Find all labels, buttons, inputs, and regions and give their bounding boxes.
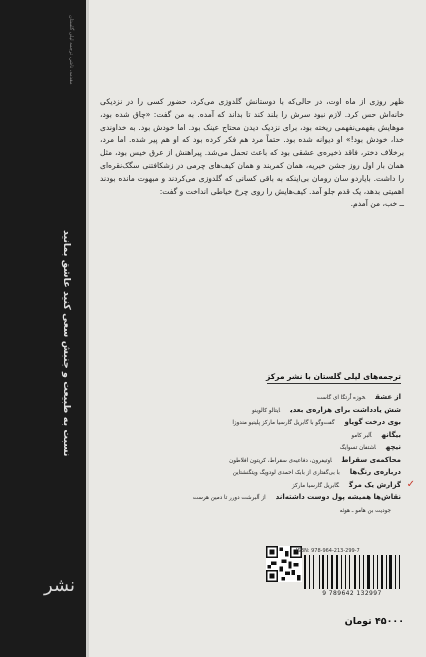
barcode-bar	[334, 555, 335, 589]
barcode-bar	[354, 555, 356, 589]
book-spine	[0, 0, 86, 657]
barcode-bar	[307, 555, 308, 589]
barcode	[304, 555, 404, 589]
barcode-bar	[373, 555, 374, 589]
price-label: ۴۵۰۰۰ تومان	[344, 616, 404, 627]
barcode-bar	[349, 555, 350, 589]
book-title: نیچه	[385, 443, 401, 451]
list-item	[96, 391, 401, 404]
barcode-bar	[320, 555, 321, 589]
barcode-bar	[389, 555, 392, 589]
list-title-text: ترجمه‌های لیلی گلستان با نشر مرکز	[265, 372, 401, 381]
barcode-bar	[387, 555, 388, 589]
barcode-bar	[325, 555, 326, 589]
barcode-bar	[393, 555, 394, 589]
barcode-bar	[327, 555, 328, 589]
book-author: اشتفان تسوایگ	[339, 445, 376, 451]
book-title: گزارش یک مرگ	[349, 480, 401, 489]
barcode-bar	[331, 555, 334, 589]
barcode-bar	[377, 555, 378, 589]
barcode-bar	[386, 555, 387, 589]
list-item	[96, 504, 401, 517]
barcode-bar	[367, 555, 370, 589]
spine-title: نسبت به طبیعت و جنبش سعی کنید عاشق بمانید	[61, 230, 72, 457]
barcode-bar	[384, 555, 385, 589]
book-author: با بی‌گفتاری از بابک احمدی لودویگ ویتگنشتاین	[232, 470, 340, 476]
isbn-text: ISBN: 978-964-213-299-7	[296, 548, 360, 554]
book-title: بیگانه	[381, 430, 401, 439]
barcode-bar	[313, 555, 314, 589]
barcode-bar	[399, 555, 400, 589]
book-author: گابریل گارسیا مارکز	[291, 482, 340, 489]
list-item	[96, 491, 401, 504]
barcode-bar	[345, 555, 346, 589]
translations-list-title	[96, 372, 401, 384]
book-author: اوتیفرون، دفاعیه‌ی سقراط، کریتون افلاطون	[229, 457, 332, 464]
barcode-bar	[371, 555, 372, 589]
list-item	[96, 478, 415, 492]
list-item	[96, 404, 401, 417]
list-item	[96, 441, 401, 454]
publisher-logo: نشر	[44, 575, 75, 596]
book-title: بوی درخت گویاو	[344, 418, 401, 426]
barcode-bar	[309, 555, 310, 589]
check-mark-icon: ✓	[406, 478, 415, 490]
barcode-number: 9 789642 132997	[322, 590, 382, 597]
cover-edge	[86, 0, 89, 657]
barcode-bar	[339, 555, 340, 589]
barcode-bar	[401, 555, 403, 589]
barcode-bar	[342, 555, 344, 589]
barcode-bar	[365, 555, 366, 589]
barcode-bar	[381, 555, 383, 589]
barcode-bar	[379, 555, 380, 589]
barcode-bar	[341, 555, 342, 589]
barcode-bar	[375, 555, 377, 589]
barcode-bar	[315, 555, 318, 589]
list-item	[96, 416, 401, 429]
barcode-bar	[319, 555, 320, 589]
barcode-bar	[363, 555, 365, 589]
book-title: شش یادداشت برای هزاره‌ی بعدی	[290, 405, 401, 414]
book-title: درباره‌ی رنگ‌ها	[349, 468, 401, 476]
list-item	[96, 429, 401, 442]
barcode-bar	[336, 555, 338, 589]
book-author: آلبر کامو	[351, 432, 372, 439]
title-underline	[267, 383, 401, 384]
list-item	[96, 466, 401, 479]
barcode-bar	[304, 555, 306, 589]
barcode-bar	[397, 555, 398, 589]
list-item	[96, 454, 401, 467]
book-title: از عشق	[375, 393, 401, 401]
book-author: از آلبرشت دورر تا دمین هرست	[192, 495, 266, 501]
book-author: گفت‌وگو با گابریل گارسیا مارکز پلینیو مندوزا	[232, 420, 335, 426]
book-author: خوزه اُرتگا ای گاست	[316, 395, 366, 401]
barcode-bar	[322, 555, 324, 589]
book-author: جودیت بن هامو ـ هوئه	[339, 507, 391, 514]
excerpt-passage	[100, 96, 404, 211]
excerpt-paragraph: ظهر روزی از ماه اوت، در حالی‌که با دوستانش گلدوزی می‌کرد، حضور کسی را در نزدیکی خانه‌اش حس کرد. لازم نبود سرش را بلند کند تا بداند که آمده. به من گفت: «چاق شده بود، موهایش بفهمی‌نفهمی ریخته بود، برای نزدیک دیدن محتاج عینک بود. اما خودش بود. به خداوندی خدا، خودش بود!» او دیوانه شده بود. حتماً مرد هم فکر کرده بود که او هم پیر شده. اما مرد، برخلاف دختر، فاقد ذخیره‌ی عشقی بود که باعث تحمل می‌شد. پیراهنش از عرق خیس بود، مثل همان بار اول روز جشن خیریه، همان کمربند و همان کیف‌های چرمی در زشکافتنی سگک‌نقره‌ای را داشت. بایاردو سان رومان بی‌اینکه به باقی کسانی که گلدوزی می‌کردند و مبهوت مانده بودند اهمیتی بدهد، یک قدم جلو آمد. کیف‌هایش را روی چرخ خیاطی انداخت و گفت:	[100, 97, 404, 196]
book-title: محاکمه‌ی سقراط	[341, 455, 401, 464]
barcode-bar	[357, 555, 358, 589]
book-list	[96, 391, 415, 516]
barcode-bar	[351, 555, 354, 589]
spine-top-text: مقدمه، ناشر، ترجمه لیلی گلستان	[68, 15, 74, 85]
barcode-bar	[347, 555, 348, 589]
excerpt-paragraph: ــ خب، من آمدم.	[350, 199, 404, 209]
barcode-bar	[329, 555, 330, 589]
book-title: نقاش‌ها همیشه پول دوست داشته‌اند	[275, 493, 401, 501]
barcode-bar	[395, 555, 397, 589]
barcode-bar	[361, 555, 362, 589]
barcode-bar	[359, 555, 360, 589]
book-author: ایتالو کالوینو	[251, 407, 281, 414]
barcode-bar	[310, 555, 312, 589]
